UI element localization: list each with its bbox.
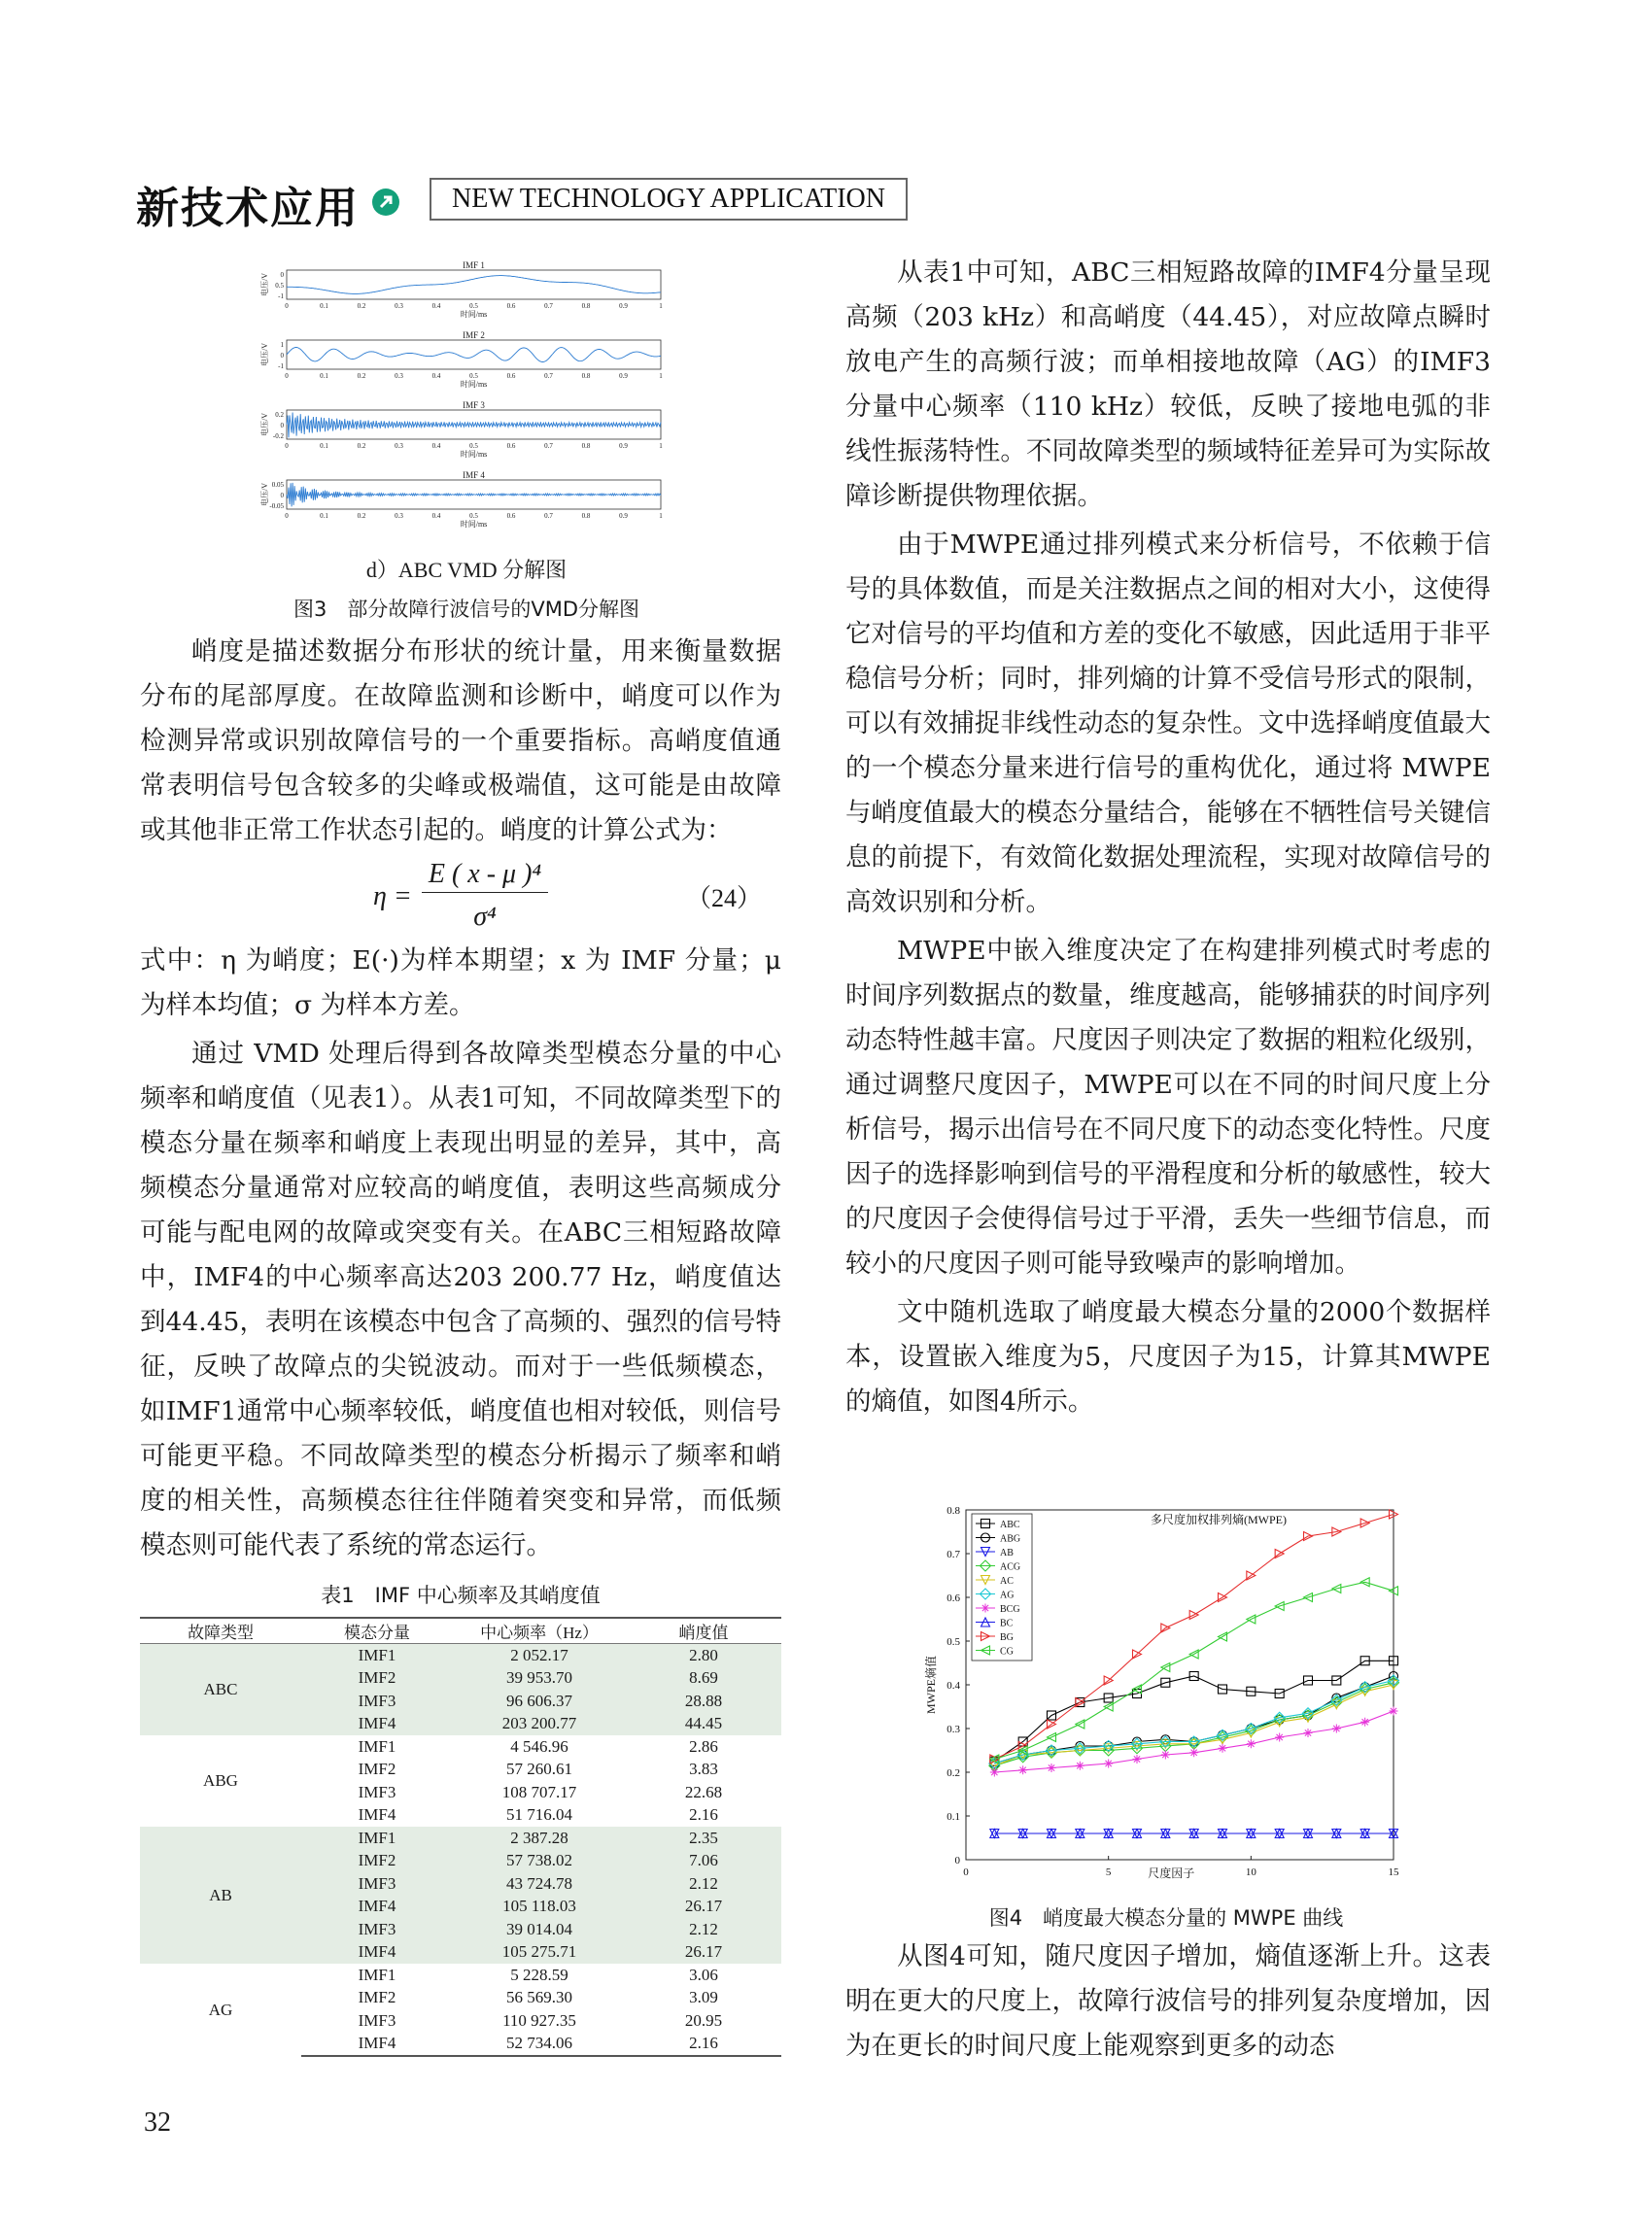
vmd-panel-ylabel: 电压/V: [260, 483, 269, 506]
y-tick-label: 0.6: [946, 1592, 960, 1604]
frequency-cell: 108 707.17: [501, 1782, 577, 1801]
vmd-xtick-label: 0.2: [357, 512, 366, 520]
arrow-circle-icon: [372, 188, 399, 216]
y-tick-label: 0.8: [946, 1505, 960, 1517]
section-english-title: NEW TECHNOLOGY APPLICATION: [430, 178, 908, 221]
mode-cell: IMF4: [301, 1896, 453, 1919]
frequency-cell: 51 716.04: [506, 1805, 572, 1825]
vmd-xtick-label: 0.7: [544, 302, 553, 310]
left-column: [140, 630, 781, 853]
legend-label: CG: [1000, 1646, 1014, 1658]
formula-lhs: η =: [373, 881, 412, 911]
vmd-xtick-label: 0.8: [581, 372, 591, 380]
frequency-cell: 57 738.02: [453, 1850, 626, 1873]
vmd-xtick-label: 0.9: [619, 372, 628, 380]
table-row: [140, 1827, 781, 1850]
kurtosis-cell: 3.06: [689, 1965, 718, 1984]
vmd-xtick-label: 0: [285, 372, 289, 380]
frequency-cell: 96 606.37: [453, 1690, 626, 1713]
kurtosis-cell: 2.86: [689, 1736, 718, 1756]
vmd-ytick-label: 0: [280, 492, 284, 499]
paragraph-table-analysis: 从表1中可知，ABC三相短路故障的IMF4分量呈现高频（203 kHz）和高峭度（44.45），对应故障点瞬时放电产生的高频行波；而单相接地故障（AG）的IMF3分量中心频率（110 kHz）较低，反映了接地电弧的非线性振荡特性。不同故障类型的频域特征差异可为实际故障诊断提供物理依据。: [845, 257, 1491, 511]
vmd-xtick-label: 0.8: [581, 442, 591, 450]
mode-cell: IMF3: [301, 1872, 453, 1896]
fault-type-cell: ABC: [140, 1644, 301, 1736]
vmd-xtick-label: 0.6: [506, 372, 516, 380]
vmd-ytick-label: -1: [278, 292, 284, 300]
vmd-ytick-label: 0: [280, 422, 284, 429]
frequency-cell: 52 734.06: [453, 2033, 626, 2057]
mode-cell: IMF2: [301, 1667, 453, 1691]
vmd-xtick-label: 0.9: [619, 442, 628, 450]
kurtosis-cell: 2.80: [626, 1644, 781, 1667]
figure-3-caption: 图3 部分故障行波信号的VMD分解图: [293, 598, 639, 621]
paragraph-formula-vars: 式中：η 为峭度；E(·)为样本期望；x 为 IMF 分量；μ 为样本均值；σ 为样本方差。: [140, 945, 781, 1020]
vmd-xtick-label: 0.4: [431, 302, 441, 310]
mode-cell: IMF2: [301, 1850, 453, 1873]
legend-label: AC: [1000, 1576, 1014, 1587]
vmd-panel-ylabel: 电压/V: [260, 413, 269, 436]
paragraph-mwpe-intro: 由于MWPE通过排列模式来分析信号，不依赖于信号的具体数值，而是关注数据点之间的相对大小，这使得它对信号的平均值和方差的变化不敏感，因此适用于非平稳信号分析；同时，排列熵的计算不受信号形式的限制，可以有效捕捉非线性动态的复杂性。文中选择峭度值最大的一个模态分量来进行信号的重构优化，通过将 MWPE 与峭度值最大的模态分量结合，能够在不牺牲信号关键信息的前提下，有效简化数据处理流程，实现对故障信号的高效识别和分析。: [845, 530, 1491, 917]
vmd-xtick-label: 0.8: [581, 302, 591, 310]
kurtosis-cell: 8.69: [626, 1667, 781, 1691]
kurtosis-cell: 28.88: [626, 1690, 781, 1713]
col-header-kurtosis: 峭度值: [626, 1618, 781, 1644]
figure-4-caption: 图4 峭度最大模态分量的 MWPE 曲线: [988, 1906, 1344, 1930]
vmd-xtick-label: 0.1: [320, 302, 328, 310]
vmd-panel-title: IMF 3: [463, 400, 485, 410]
vmd-decomposition-figure: [258, 260, 675, 544]
vmd-xtick-label: 0: [285, 512, 289, 520]
section-title: 新技术应用: [136, 184, 360, 233]
mwpe-chart: [919, 1490, 1425, 1889]
paragraph-kurtosis: 峭度是描述数据分布形状的统计量，用来衡量数据分布的尾部厚度。在故障监测和诊断中，峭度可以作为检测异常或识别故障信号的一个重要指标。高峭度值通常表明信号包含较多的尖峰或极端值，这可能是由故障或其他非正常工作状态引起的。峭度的计算公式为：: [140, 636, 781, 845]
vmd-ytick-label: 1: [280, 341, 284, 349]
right-column: [845, 251, 1491, 1424]
vmd-xlabel: 时间/ms: [460, 450, 488, 459]
table-row: [140, 1964, 781, 1987]
vmd-xtick-label: 0.5: [469, 302, 478, 310]
kurtosis-cell: 2.12: [626, 1918, 781, 1941]
kurtosis-cell: 2.12: [626, 1872, 781, 1896]
kurtosis-cell: 22.68: [684, 1782, 723, 1801]
vmd-panel-frame: [287, 340, 661, 369]
legend-label: BG: [1000, 1632, 1014, 1643]
table-imf: [140, 1617, 781, 2057]
mode-cell: IMF1: [358, 1736, 396, 1756]
y-tick-label: 0.1: [946, 1811, 960, 1823]
vmd-xtick-label: 0.5: [469, 442, 478, 450]
y-tick-label: 0.5: [946, 1636, 960, 1648]
vmd-xtick-label: 0.6: [506, 512, 516, 520]
vmd-ytick-label: 0.5: [275, 282, 284, 290]
vmd-panel-title: IMF 4: [463, 470, 485, 480]
vmd-xtick-label: 0.3: [395, 302, 403, 310]
paragraph-embedding: MWPE中嵌入维度决定了在构建排列模式时考虑的时间序列数据点的数量，维度越高，能够捕获的时间序列动态特性越丰富。尺度因子则决定了数据的粗粒化级别，通过调整尺度因子，MWPE可以在不同的时间尺度上分析信号，揭示出信号在不同尺度下的动态变化特性。尺度因子的选择影响到信号的平滑程度和分析的敏感性，较大的尺度因子会使得信号过于平滑，丢失一些细节信息，而较小的尺度因子则可能导致噪声的影响增加。: [845, 936, 1491, 1279]
mode-cell: IMF1: [301, 1644, 453, 1667]
vmd-xtick-label: 0.4: [431, 512, 441, 520]
frequency-cell: 2 052.17: [453, 1644, 626, 1667]
mode-cell: IMF3: [301, 1918, 453, 1941]
vmd-xtick-label: 0.1: [320, 512, 328, 520]
legend-label: AG: [1000, 1590, 1015, 1601]
vmd-xtick-label: 0.5: [469, 512, 478, 520]
mode-cell: IMF1: [301, 1827, 453, 1850]
vmd-xtick-label: 0.6: [506, 442, 516, 450]
left-column-cont: [140, 939, 781, 1568]
kurtosis-cell: 20.95: [684, 2010, 723, 2030]
y-tick-label: 0.3: [946, 1724, 960, 1735]
vmd-subcaption: d）ABC VMD 分解图: [365, 558, 568, 582]
vmd-panel-title: IMF 2: [463, 330, 485, 340]
x-tick-label: 10: [1245, 1866, 1256, 1878]
vmd-xtick-label: 0.2: [357, 372, 366, 380]
legend-label: ACG: [1000, 1561, 1021, 1573]
y-tick-label: 0.7: [946, 1549, 960, 1560]
vmd-ytick-label: 0: [280, 352, 284, 360]
mode-cell: IMF4: [358, 1805, 396, 1825]
frequency-cell: 203 200.77: [453, 1713, 626, 1736]
mode-cell: IMF3: [301, 1690, 453, 1713]
table-1-caption: 表1 IMF 中心频率及其峭度值: [321, 1584, 601, 1607]
vmd-xtick-label: 0.1: [320, 442, 328, 450]
frequency-cell: 105 275.71: [453, 1941, 626, 1965]
chart-title: 多尺度加权排列熵(MWPE): [1151, 1513, 1287, 1526]
legend-label: BCG: [1000, 1604, 1020, 1615]
y-tick-label: 0.4: [946, 1680, 960, 1692]
vmd-ytick-label: -1: [278, 362, 284, 370]
y-axis-label: MWPE熵值: [924, 1655, 938, 1715]
vmd-ytick-label: -0.05: [269, 502, 284, 510]
legend-label: BC: [1000, 1618, 1014, 1629]
vmd-xtick-label: 1: [659, 372, 663, 380]
legend-label: ABC: [1000, 1520, 1020, 1530]
vmd-panel-frame: [287, 270, 661, 299]
paragraph-sample: 文中随机选取了峭度最大模态分量的2000个数据样本，设置嵌入维度为5，尺度因子为15，计算其MWPE的熵值，如图4所示。: [845, 1297, 1491, 1417]
vmd-xtick-label: 1: [659, 512, 663, 520]
kurtosis-cell: 44.45: [626, 1713, 781, 1736]
frequency-cell: 2 387.28: [453, 1827, 626, 1850]
frequency-cell: 110 927.35: [502, 2010, 576, 2030]
vmd-xtick-label: 0: [285, 302, 289, 310]
paragraph-vmd-results: 通过 VMD 处理后得到各故障类型模态分量的中心频率和峭度值（见表1）。从表1可知，不同故障类型下的模态分量在频率和峭度上表现出明显的差异，其中，高频模态分量通常对应较高的峭度值，表明这些高频成分可能与配电网的故障或突变有关。在ABC三相短路故障中，IMF4的中心频率高达203 200.77 Hz，峭度值达到44.45，表明在该模态中包含了高频的、强烈的信号特征，反映了故障点的尖锐波动。而对于一些低频模态，如IMF1通常中心频率较低，峭度值也相对较低，则信号可能更平稳。不同故障类型的模态分析揭示了频率和峭度的相关性，高频模态往往伴随着突变和异常，而低频模态则可能代表了系统的常态运行。: [140, 1039, 781, 1560]
legend-label: AB: [1000, 1548, 1014, 1558]
vmd-xtick-label: 0.7: [544, 512, 553, 520]
fault-type-cell: AB: [140, 1827, 301, 1964]
frequency-cell: 39 953.70: [453, 1667, 626, 1691]
y-tick-label: 0.2: [946, 1767, 960, 1779]
vmd-xtick-label: 0.4: [431, 372, 441, 380]
frequency-cell: 56 569.30: [506, 1988, 572, 2007]
vmd-xtick-label: 0.4: [431, 442, 441, 450]
x-tick-label: 15: [1388, 1866, 1399, 1878]
vmd-panel-ylabel: 电压/V: [260, 273, 269, 296]
vmd-xtick-label: 0.5: [469, 372, 478, 380]
vmd-xtick-label: 0.2: [357, 302, 366, 310]
kurtosis-cell: 2.35: [626, 1827, 781, 1850]
vmd-xtick-label: 1: [659, 442, 663, 450]
vmd-xtick-label: 0.9: [619, 512, 628, 520]
col-header-mode: 模态分量: [301, 1618, 453, 1644]
mode-cell: IMF2: [358, 1988, 396, 2007]
vmd-xtick-label: 0.6: [506, 302, 516, 310]
mode-cell: IMF1: [358, 1965, 396, 1984]
mode-cell: IMF4: [301, 2033, 453, 2057]
formula-numerator: E ( x - μ )⁴: [422, 859, 548, 893]
vmd-xtick-label: 1: [659, 302, 663, 310]
vmd-ytick-label: -0.2: [272, 432, 284, 440]
col-header-frequency: 中心频率（Hz）: [453, 1618, 626, 1644]
x-tick-label: 0: [963, 1866, 969, 1878]
kurtosis-cell: 26.17: [626, 1896, 781, 1919]
kurtosis-cell: 7.06: [626, 1850, 781, 1873]
paragraph-fig4-analysis: 从图4可知，随尺度因子增加，熵值逐渐上升。这表明在更大的尺度上，故障行波信号的排列复杂度增加，因为在更长的时间尺度上能观察到更多的动态: [845, 1941, 1491, 2061]
mode-cell: IMF4: [301, 1713, 453, 1736]
mode-cell: IMF2: [358, 1760, 396, 1779]
formula-number: （24）: [686, 884, 763, 912]
frequency-cell: 39 014.04: [453, 1918, 626, 1941]
vmd-xtick-label: 0.3: [395, 512, 403, 520]
page-number: 32: [144, 2107, 171, 2138]
kurtosis-cell: 3.09: [689, 1988, 718, 2007]
kurtosis-cell: 2.16: [689, 1805, 718, 1825]
kurtosis-cell: 2.16: [626, 2033, 781, 2057]
vmd-xtick-label: 0.2: [357, 442, 366, 450]
vmd-ytick-label: 0.2: [275, 411, 284, 419]
vmd-panel-title: IMF 1: [463, 260, 485, 270]
vmd-ytick-label: 0: [280, 271, 284, 279]
vmd-xtick-label: 0.7: [544, 372, 553, 380]
legend-label: ABG: [1000, 1533, 1021, 1545]
vmd-xlabel: 时间/ms: [460, 520, 488, 529]
vmd-ytick-label: 0.05: [271, 481, 284, 489]
x-axis-label: 尺度因子: [1148, 1866, 1195, 1880]
fault-type-cell: AG: [208, 2000, 233, 2019]
vmd-panel-ylabel: 电压/V: [260, 343, 269, 366]
vmd-xlabel: 时间/ms: [460, 380, 488, 389]
y-tick-label: 0: [954, 1855, 960, 1866]
mode-cell: IMF3: [358, 2010, 396, 2030]
table-row: [140, 1644, 781, 1667]
vmd-xtick-label: 0.3: [395, 442, 403, 450]
vmd-xtick-label: 0.3: [395, 372, 403, 380]
vmd-xtick-label: 0.7: [544, 442, 553, 450]
table-row: [140, 1735, 781, 1759]
formula-denominator: σ⁴: [473, 902, 497, 932]
vmd-xtick-label: 0: [285, 442, 289, 450]
mode-cell: IMF4: [301, 1941, 453, 1965]
kurtosis-cell: 26.17: [626, 1941, 781, 1965]
frequency-cell: 57 260.61: [506, 1760, 572, 1779]
x-tick-label: 5: [1105, 1866, 1112, 1878]
vmd-xtick-label: 0.1: [320, 372, 328, 380]
frequency-cell: 4 546.96: [510, 1736, 568, 1756]
vmd-xtick-label: 0.8: [581, 512, 591, 520]
frequency-cell: 105 118.03: [453, 1896, 626, 1919]
frequency-cell: 5 228.59: [510, 1965, 568, 1984]
fault-type-cell: ABG: [203, 1771, 238, 1790]
vmd-xtick-label: 0.9: [619, 302, 628, 310]
mode-cell: IMF3: [358, 1782, 396, 1801]
col-header-fault-type: 故障类型: [140, 1618, 301, 1644]
right-column-end: [845, 1935, 1491, 2069]
vmd-xlabel: 时间/ms: [460, 310, 488, 319]
frequency-cell: 43 724.78: [453, 1872, 626, 1896]
kurtosis-cell: 3.83: [689, 1760, 718, 1779]
